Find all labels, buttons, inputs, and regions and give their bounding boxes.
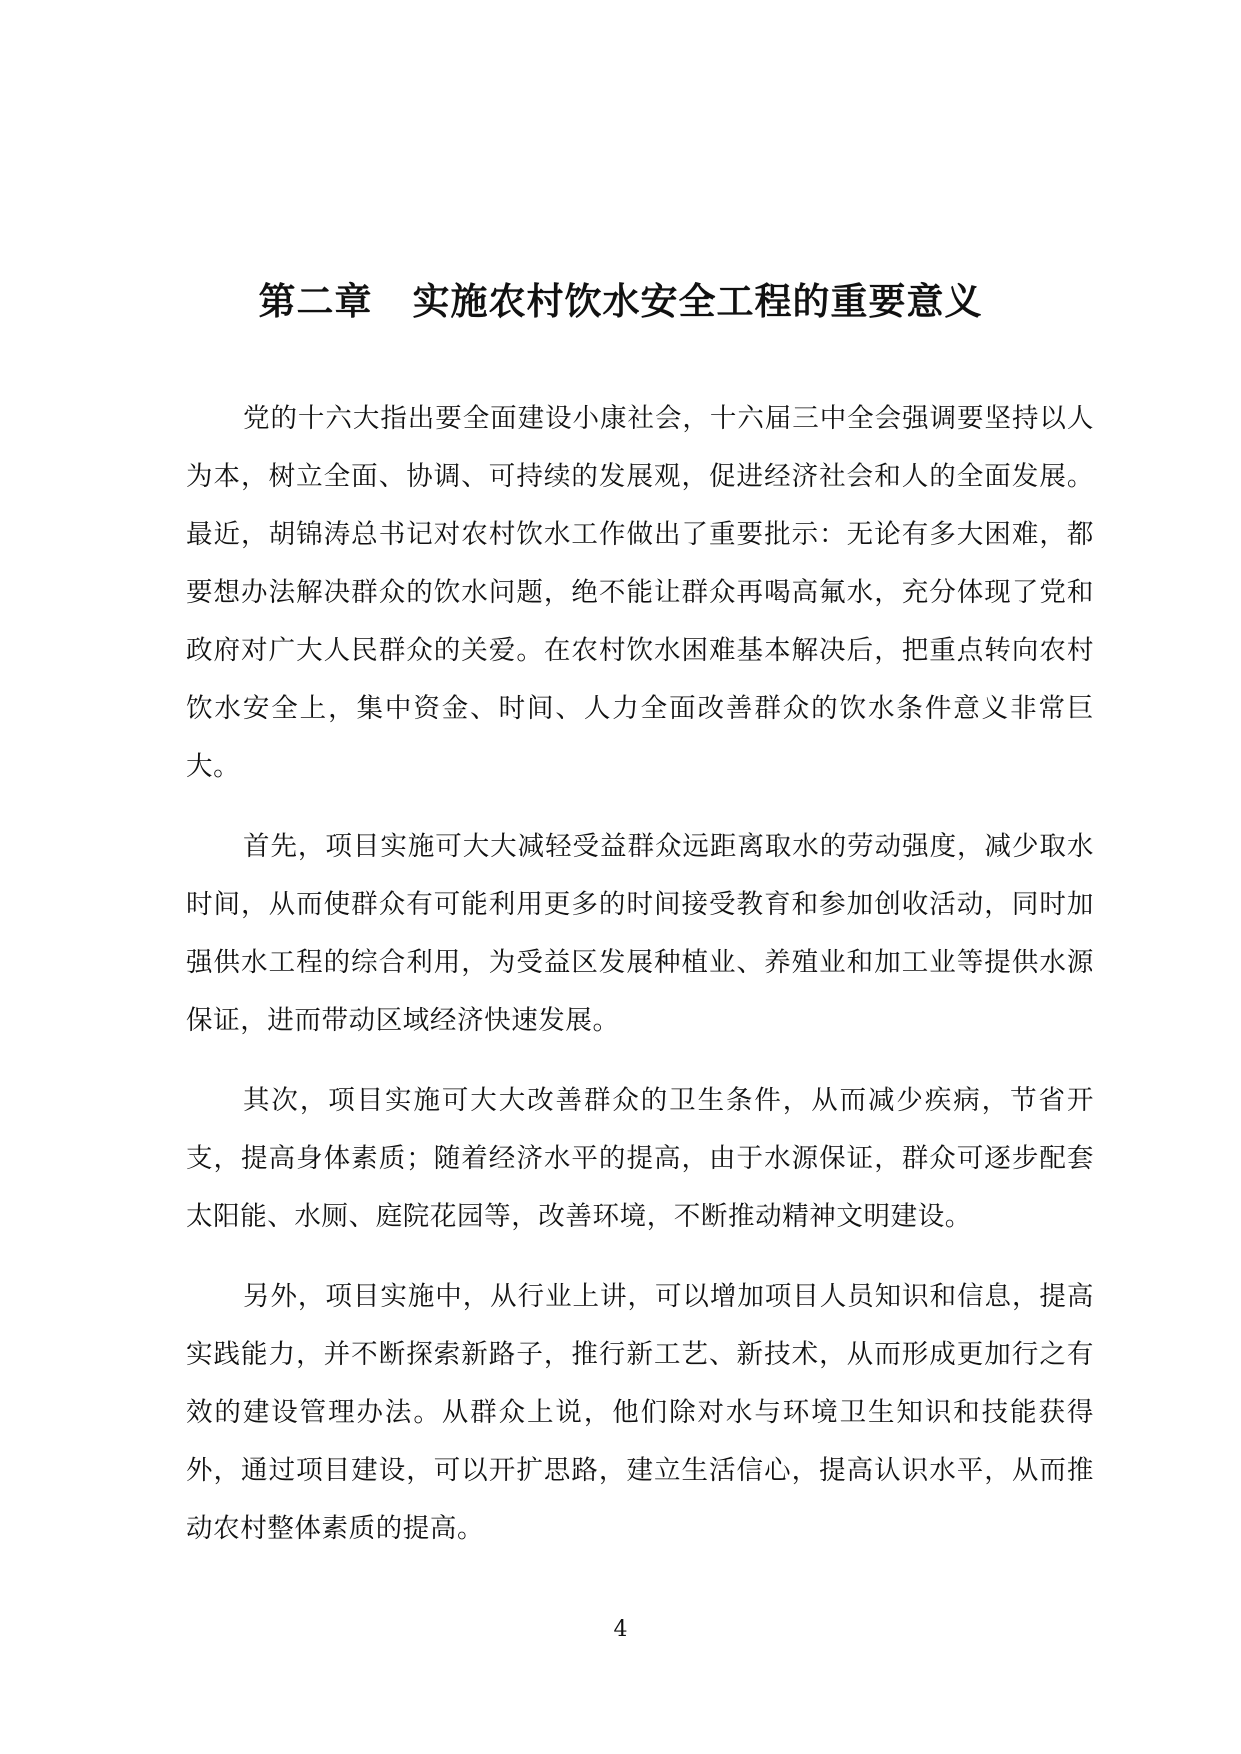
paragraph-second: 其次，项目实施可大大改善群众的卫生条件，从而减少疾病，节省开支，提高身体素质；随着经济水平的提高，由于水源保证，群众可逐步配套太阳能、水厕、庭院花园等，改善环境，不断推动精神文明建设。 bbox=[186, 1085, 1094, 1232]
page-number: 4 bbox=[613, 1617, 628, 1642]
chapter-label: 第二章 bbox=[258, 279, 373, 323]
chapter-heading bbox=[0, 278, 1241, 326]
chapter-title: 实施农村饮水安全工程的重要意义 bbox=[412, 279, 983, 323]
paragraph-additional: 另外，项目实施中，从行业上讲，可以增加项目人员知识和信息，提高实践能力，并不断探索新路子，推行新工艺、新技术，从而形成更加行之有效的建设管理办法。从群众上说，他们除对水与环境卫生知识和技能获得外，通过项目建设，可以开扩思路，建立生活信心，提高认识水平，从而推动农村整体素质的提高。 bbox=[186, 1281, 1094, 1544]
paragraph-first: 首先，项目实施可大大减轻受益群众远距离取水的劳动强度，减少取水时间，从而使群众有可能利用更多的时间接受教育和参加创收活动，同时加强供水工程的综合利用，为受益区发展种植业、养殖业和加工业等提供水源保证，进而带动区域经济快速发展。 bbox=[186, 831, 1094, 1036]
paragraph-intro: 党的十六大指出要全面建设小康社会，十六届三中全会强调要坚持以人为本，树立全面、协调、可持续的发展观，促进经济社会和人的全面发展。最近，胡锦涛总书记对农村饮水工作做出了重要批示：无论有多大困难，都要想办法解决群众的饮水问题，绝不能让群众再喝高氟水，充分体现了党和政府对广大人民群众的关爱。在农村饮水困难基本解决后，把重点转向农村饮水安全上，集中资金、时间、人力全面改善群众的饮水条件意义非常巨大。 bbox=[186, 403, 1094, 782]
chapter-body bbox=[186, 390, 1094, 1580]
